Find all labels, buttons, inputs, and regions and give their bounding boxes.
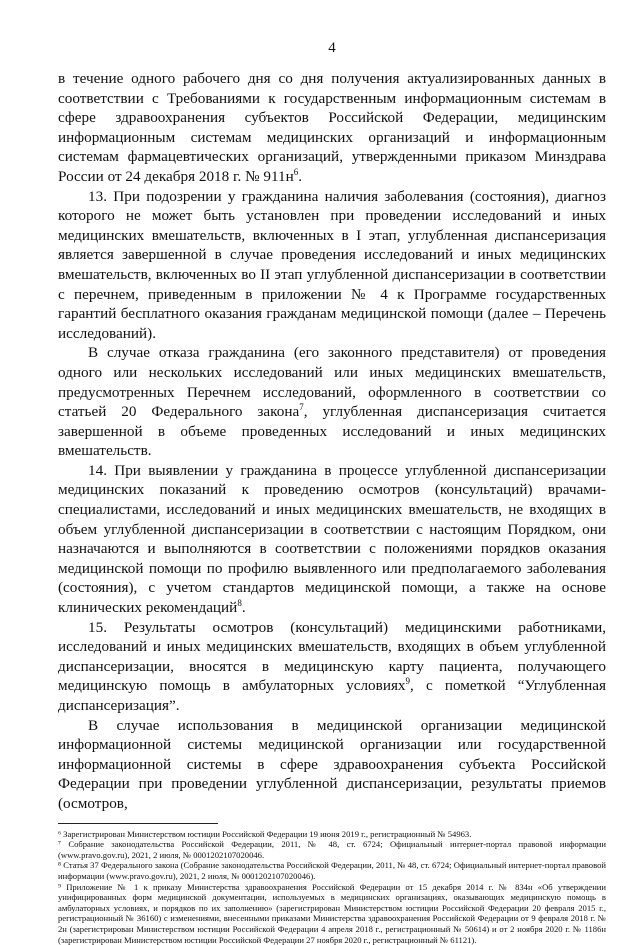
- paragraph-refusal: [58, 343, 606, 461]
- paragraph-text-tail: .: [241, 599, 246, 617]
- paragraph-text: 14. При выявлении у гражданина в процессе углубленной диспансеризации медицинских показаний к проведению осмотров (консультаций) врачами-специалистами, исследований и иных медицинских вмешательств, не входящих в объем углубленной диспансеризации в соответствии с настоящим Порядком, они назначаются и выполняются в соответствии с положениями порядков оказания медицинской помощи по профилю выявленного или предполагаемого заболевания (состояния), с учетом стандартов медицинской помощи, а также на основе клинических рекомендаций: [58, 461, 606, 617]
- paragraph-text: 13. При подозрении у гражданина наличия заболевания (состояния), диагноз которого не может быть установлен при проведении исследований и иных медицинских вмешательств, включенных в I этап, углубленная диспансеризация является завершенной в случае проведения исследований и иных медицинских вмешательств, включенных во II этап углубленной диспансеризации в соответствии с перечнем, приведенным в приложении № 4 к Программе государственных гарантий бесплатного оказания гражданам медицинской помощи (далее – Перечень исследований).: [58, 187, 606, 342]
- paragraph-text-tail: .: [298, 167, 303, 185]
- footnote-8: ⁸ Статья 37 Федерального закона (Собрание законодательства Российской Федерации, 2011, № 48, ст. 6724; Официальный интернет-портал правовой информации (www.pravo.gov.ru), 2021, 2 июля, № 0001202107020046).: [58, 860, 606, 881]
- footnote-ref: 6: [293, 166, 299, 177]
- paragraph-info-system: [58, 716, 606, 814]
- page-number: 4: [328, 40, 336, 56]
- paragraph-text-tail: , углубленная диспансеризация считается завершенной в объеме проведенных исследований и иных медицинских вмешательств.: [58, 403, 606, 460]
- body-text: [58, 69, 606, 814]
- paragraph-text: В случае отказа гражданина (его законного представителя) от проведения одного или нескольких исследований или иных медицинских вмешательств, предусмотренных Перечнем исследований, оформленного в соответствии со статьей 20 Федерального закона: [58, 344, 606, 421]
- footnote-ref: 8: [237, 597, 242, 608]
- paragraph-text: В случае использования в медицинской организации медицинской информационной системы медицинской организации или государственной информационной системы в сфере здравоохранения субъекта Российской Федерации при проведении углубленной диспансеризации, результаты приемов (осмотров,: [58, 716, 606, 812]
- paragraph-continuation: [58, 69, 606, 187]
- paragraph-text-tail: , с пометкой “Углубленная диспансеризация”.: [58, 677, 606, 714]
- paragraph-13: [58, 187, 606, 344]
- footnote-divider: [58, 823, 218, 824]
- footnote-7: ⁷ Собрание законодательства Российской Федерации, 2011, № 48, ст. 6724; Официальный интернет-портал правовой информации (www.pravo.gov.ru), 2021, 2 июля, № 0001202107020046.: [58, 839, 606, 860]
- paragraph-15: [58, 618, 606, 716]
- footnote-ref: 9: [405, 676, 411, 687]
- footnote-ref: 7: [299, 402, 304, 413]
- paragraph-text: в течение одного рабочего дня со дня получения актуализированных данных в соответствии с Требованиями к государственным информационным системам в сфере здравоохранения субъектов Российской Федерации, медицинским информационным системам медицинских организаций и информационным системам фармацевтических организаций, утвержденными приказом Минздрава России от 24 декабря 2018 г. № 911н: [58, 70, 606, 185]
- footnote-9: ⁹ Приложение № 1 к приказу Министерства здравоохранения Российской Федерации от 15 декабря 2014 г. № 834н «Об утверждении унифицированных форм медицинской документации, используемых в медицинских организациях, оказывающих медицинскую помощь в амбулаторных условиях, и порядков по их заполнению» (зарегистрирован Министерством юстиции Российской Федерации 20 февраля 2015 г., регистрационный № 36160) с изменениями, внесенными приказами Министерства здравоохранения Российской Федерации от 9 февраля 2018 г. № 2н (зарегистрирован Министерством юстиции Российской Федерации 4 апреля 2018 г., регистрационный № 50614) и от 2 ноября 2020 г. № 1186н (зарегистрирован Министерством юстиции Российской Федерации 27 ноября 2020 г., регистрационный № 61121).: [58, 881, 606, 945]
- paragraph-14: [58, 461, 606, 618]
- footnotes: [58, 829, 606, 945]
- footnote-6: ⁶ Зарегистрирован Министерством юстиции Российской Федерации 19 июня 2019 г., регистрационный № 54963.: [58, 828, 472, 839]
- paragraph-text: 15. Результаты осмотров (консультаций) медицинскими работниками, исследований и иных медицинских вмешательств, входящих в объем углубленной диспансеризации, вносятся в медицинскую карту пациента, получающего медицинскую помощь в амбулаторных условиях: [58, 618, 606, 695]
